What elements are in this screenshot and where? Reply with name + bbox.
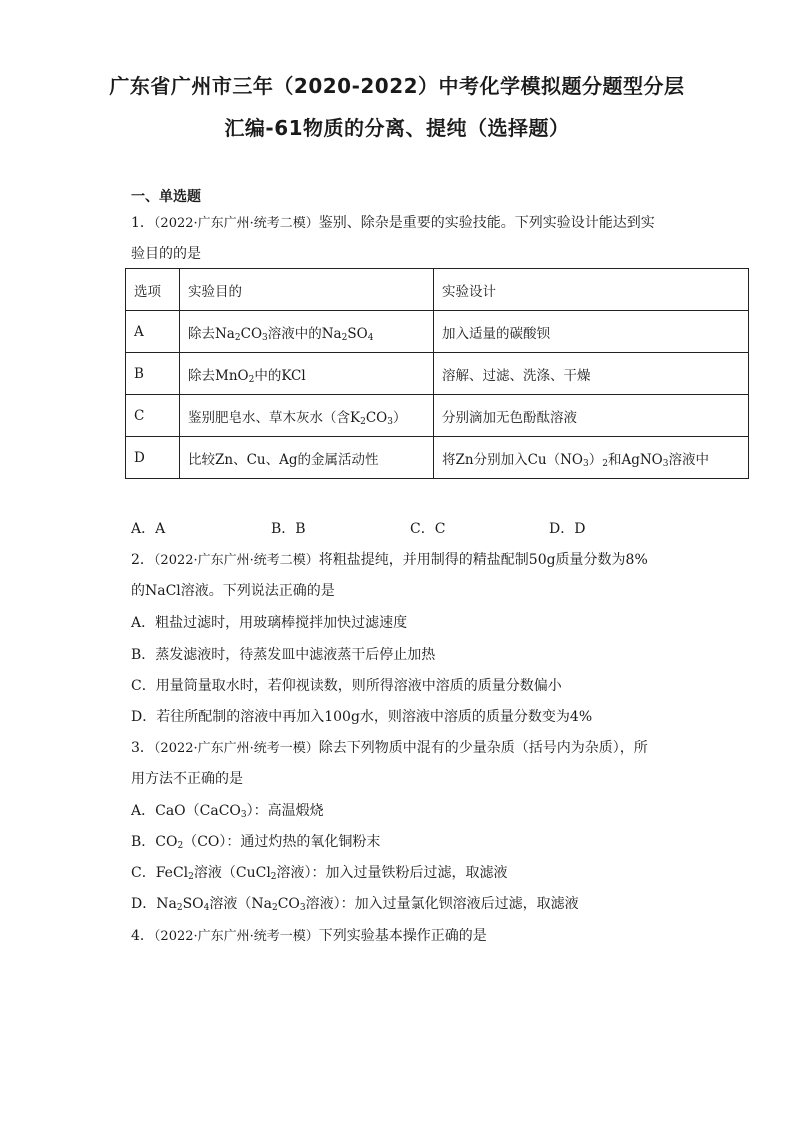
question-4-stem [131,925,487,945]
table-row [126,395,749,437]
question-2-option-c[interactable]: C．用量筒量取水时，若仰视读数，则所得溶液中溶质的质量分数偏小 [131,678,562,694]
table-cell-option: D [126,437,180,479]
question-2-option-a[interactable]: A．粗盐过滤时，用玻璃棒搅拌加快过滤速度 [131,615,408,631]
question-3-option-a[interactable]: A．CaO（CaCO$_3$）：高温煅烧 [131,803,324,820]
question-2-stem-cont: 的NaCl溶液。下列说法正确的是 [131,583,335,599]
question-3-option-c[interactable]: C．FeCl$_2$溶液（CuCl$_2$溶液）：加入过量铁粉后过滤，取滤液 [131,865,508,882]
choice-d[interactable]: D．D [549,521,586,537]
table-cell-option: B [126,353,180,395]
table-row [126,311,749,353]
question-text: 将粗盐提纯，并用制得的精盐配制50g质量分数为8% [318,552,648,568]
question-2-option-b[interactable]: B．蒸发滤液时，待蒸发皿中滤液蒸干后停止加热 [131,647,436,663]
question-source: （2022·广东广州·统考一模） [153,929,319,944]
document-title-line1: 广东省广州市三年（2020-2022）中考化学模拟题分题型分层 [109,74,685,98]
question-2-stem [131,549,648,569]
choice-a[interactable]: A．A [131,521,166,537]
question-1-stem-cont: 验目的的是 [131,246,201,262]
question-number: 4． [131,928,154,944]
question-3-option-b[interactable]: B．$CO_2(CO)$：通过灼热的氧化铜粉末 [131,834,381,851]
table-header-cell: 选项 [126,269,180,311]
question-number: 2． [131,552,154,568]
question-number: 1． [131,215,154,231]
experiment-table [125,268,749,479]
choice-c[interactable]: C．C [410,521,446,537]
choice-b[interactable]: B．B [271,521,306,537]
table-cell-design: 分别滴加无色酚酞溶液 [434,395,749,437]
question-3-option-d[interactable]: D．$Na_2SO_4$溶液（$Na_2CO_3$溶液）：加入过量氯化钡溶液后过滤，取滤液 [131,896,579,913]
table-cell-purpose: 除去$Na_2CO_3$溶液中的$Na_2SO_4$ [180,311,434,353]
table-cell-design: 溶解、过滤、洗涤、干燥 [434,353,749,395]
table-cell-purpose: 比较Zn、Cu、Ag的金属活动性 [180,437,434,479]
table-cell-purpose: 除去MnO$_2$中的KCl [180,353,434,395]
question-number: 3． [131,740,154,756]
question-source: （2022·广东广州·统考一模） [153,741,319,756]
table-cell-design: 将Zn分别加入$Cu(NO_3)_2$和AgNO$_3$溶液中 [434,437,749,479]
document-title-line2: 汇编-61物质的分离、提纯（选择题） [224,116,570,140]
table-cell-purpose: 鉴别肥皂水、草木灰水（含$K_2CO_3$） [180,395,434,437]
table-header-cell: 实验目的 [180,269,434,311]
question-text: 除去下列物质中混有的少量杂质（括号内为杂质），所 [318,740,648,756]
table-cell-option: A [126,311,180,353]
question-3-stem [131,737,648,757]
table-header-cell: 实验设计 [434,269,749,311]
section-heading: 一、单选题 [131,189,201,205]
question-3-stem-cont: 用方法不正确的是 [131,771,243,787]
question-source: （2022·广东广州·统考二模） [153,553,319,568]
question-1-stem [131,212,655,232]
table-cell-option: C [126,395,180,437]
question-text: 下列实验基本操作正确的是 [318,928,487,944]
question-source: （2022·广东广州·统考二模） [153,216,319,231]
table-header-row [126,269,749,311]
question-text: 鉴别、除杂是重要的实验技能。下列实验设计能达到实 [318,215,655,231]
table-cell-design: 加入适量的碳酸钡 [434,311,749,353]
table-row [126,353,749,395]
question-2-option-d[interactable]: D．若往所配制的溶液中再加入100g水，则溶液中溶质的质量分数变为4% [131,709,593,725]
table-row [126,437,749,479]
